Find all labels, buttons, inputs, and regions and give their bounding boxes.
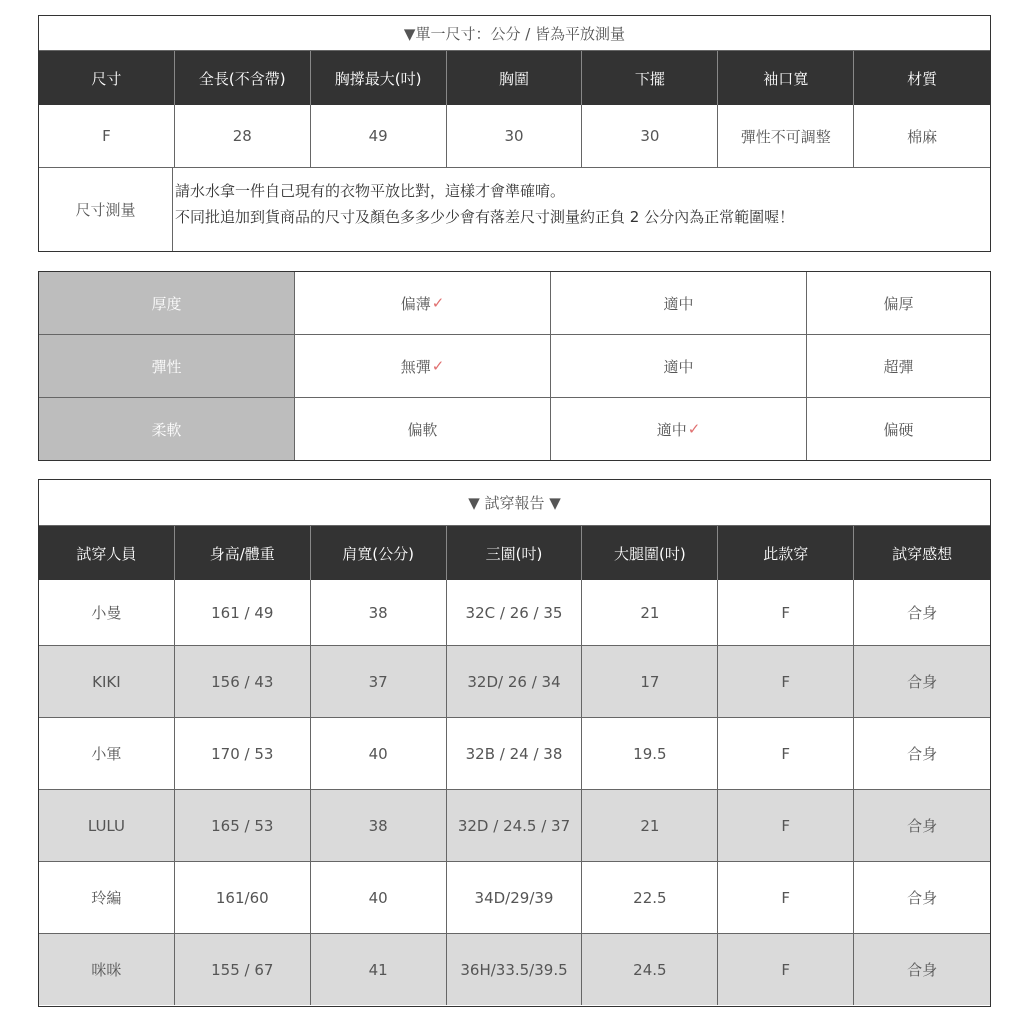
value-material: 棉麻 bbox=[907, 127, 938, 146]
header-fit-comment: 試穿感想 bbox=[892, 544, 953, 563]
header-length: 全長(不含帶) bbox=[175, 51, 311, 105]
value-length: 28 bbox=[175, 105, 311, 167]
feel-option-label: 超彈 bbox=[883, 357, 914, 376]
feel-label: 柔軟 bbox=[39, 398, 295, 460]
size-table-header-row bbox=[39, 50, 990, 105]
header-tester: 試穿人員 bbox=[39, 526, 175, 580]
value-hem: 30 bbox=[582, 105, 718, 167]
check-mark-icon: ✓ bbox=[687, 420, 701, 438]
header-height-weight: 身高/體重 bbox=[175, 526, 311, 580]
cell-thigh: 19.5 bbox=[582, 718, 718, 789]
cell-thigh: 24.5 bbox=[582, 934, 718, 1005]
try-table-header-row bbox=[39, 525, 990, 580]
table-row bbox=[39, 933, 990, 1005]
feel-label: 彈性 bbox=[39, 335, 295, 397]
cell-fit-comment: 合身 bbox=[907, 745, 938, 763]
cell-size-worn: F bbox=[718, 580, 854, 645]
value-cuff: 彈性不可調整 bbox=[718, 105, 854, 167]
header-bust-max: 胸撐最大(吋) bbox=[311, 51, 447, 105]
feel-option-label: 適中 bbox=[663, 294, 694, 313]
cell-tester: 小軍 bbox=[39, 718, 175, 789]
feel-option-label: 適中 bbox=[663, 357, 694, 376]
feel-option-label: 適中 bbox=[656, 420, 687, 439]
header-chest: 胸圍 bbox=[447, 51, 583, 105]
cell-size-worn: F bbox=[718, 790, 854, 861]
cell-height-weight: 156 / 43 bbox=[175, 646, 311, 717]
size-value-row bbox=[39, 105, 990, 167]
table-row bbox=[39, 717, 990, 789]
measure-row bbox=[39, 167, 990, 251]
try-table-title: ▼ 試穿報告 ▼ bbox=[468, 494, 561, 512]
feel-option-label: 偏厚 bbox=[883, 294, 914, 313]
header-hem: 下擺 bbox=[582, 51, 718, 105]
size-table-title: ▼單一尺寸：公分 / 皆為平放測量 bbox=[403, 24, 626, 43]
cell-fit-comment: 合身 bbox=[907, 673, 938, 691]
cell-height-weight: 161/60 bbox=[175, 862, 311, 933]
cell-height-weight: 161 / 49 bbox=[175, 580, 311, 645]
feel-row-elasticity bbox=[39, 334, 990, 397]
feel-option bbox=[551, 272, 807, 334]
size-table-title-row bbox=[39, 16, 990, 50]
feel-option bbox=[807, 272, 990, 334]
cell-height-weight: 165 / 53 bbox=[175, 790, 311, 861]
cell-thigh: 21 bbox=[582, 580, 718, 645]
feel-option-label: 偏軟 bbox=[407, 420, 438, 439]
measure-label: 尺寸測量 bbox=[39, 168, 173, 251]
cell-thigh: 22.5 bbox=[582, 862, 718, 933]
try-on-report-table bbox=[38, 479, 991, 1007]
feel-label: 厚度 bbox=[39, 272, 295, 334]
fabric-feel-table bbox=[38, 271, 991, 461]
size-table bbox=[38, 15, 991, 252]
cell-size-worn: F bbox=[718, 646, 854, 717]
feel-option-label: 偏硬 bbox=[883, 420, 914, 439]
measure-note-line: 不同批追加到貨商品的尺寸及顏色多多少少會有落差尺寸測量約正負 2 公分內為正常範圍喔！ bbox=[175, 208, 795, 226]
cell-shoulder: 40 bbox=[311, 718, 447, 789]
cell-height-weight: 170 / 53 bbox=[175, 718, 311, 789]
cell-fit-comment: 合身 bbox=[907, 604, 938, 622]
header-measurements: 三圍(吋) bbox=[447, 526, 583, 580]
measure-note-line: 請水水拿一件自己現有的衣物平放比對，這樣才會準確唷。 bbox=[175, 182, 566, 200]
feel-option-label: 偏薄 bbox=[400, 294, 431, 313]
feel-option bbox=[807, 398, 990, 460]
cell-height-weight: 155 / 67 bbox=[175, 934, 311, 1005]
cell-fit-comment: 合身 bbox=[907, 961, 938, 979]
table-row bbox=[39, 645, 990, 717]
feel-option bbox=[295, 398, 551, 460]
header-size: 尺寸 bbox=[39, 51, 175, 105]
header-thigh: 大腿圍(吋) bbox=[582, 526, 718, 580]
feel-row-softness bbox=[39, 397, 990, 460]
cell-thigh: 17 bbox=[582, 646, 718, 717]
cell-fit-comment: 合身 bbox=[907, 817, 938, 835]
cell-tester: LULU bbox=[39, 790, 175, 861]
cell-measurements: 36H/33.5/39.5 bbox=[447, 934, 583, 1005]
value-size: F bbox=[39, 105, 175, 167]
check-mark-icon: ✓ bbox=[431, 357, 445, 375]
cell-measurements: 32D/ 26 / 34 bbox=[447, 646, 583, 717]
cell-thigh: 21 bbox=[582, 790, 718, 861]
feel-option-label: 無彈 bbox=[400, 357, 431, 376]
feel-option bbox=[295, 272, 551, 334]
measure-note bbox=[173, 168, 990, 251]
cell-tester: KIKI bbox=[39, 646, 175, 717]
cell-tester: 玲編 bbox=[39, 862, 175, 933]
cell-shoulder: 41 bbox=[311, 934, 447, 1005]
cell-size-worn: F bbox=[718, 718, 854, 789]
cell-shoulder: 40 bbox=[311, 862, 447, 933]
header-size-worn: 此款穿 bbox=[718, 526, 854, 580]
feel-option bbox=[807, 335, 990, 397]
cell-measurements: 32D / 24.5 / 37 bbox=[447, 790, 583, 861]
table-row bbox=[39, 861, 990, 933]
value-chest: 30 bbox=[447, 105, 583, 167]
cell-tester: 咪咪 bbox=[39, 934, 175, 1005]
table-row bbox=[39, 789, 990, 861]
feel-option bbox=[551, 398, 807, 460]
header-material: 材質 bbox=[907, 69, 938, 88]
feel-row-thickness bbox=[39, 272, 990, 334]
cell-fit-comment: 合身 bbox=[907, 889, 938, 907]
cell-shoulder: 38 bbox=[311, 580, 447, 645]
header-shoulder: 肩寬(公分) bbox=[311, 526, 447, 580]
value-bust-max: 49 bbox=[311, 105, 447, 167]
feel-option bbox=[551, 335, 807, 397]
cell-shoulder: 38 bbox=[311, 790, 447, 861]
cell-measurements: 32B / 24 / 38 bbox=[447, 718, 583, 789]
cell-tester: 小曼 bbox=[39, 580, 175, 645]
table-row bbox=[39, 580, 990, 645]
cell-measurements: 32C / 26 / 35 bbox=[447, 580, 583, 645]
try-table-title-row bbox=[39, 480, 990, 525]
check-mark-icon: ✓ bbox=[431, 294, 445, 312]
cell-shoulder: 37 bbox=[311, 646, 447, 717]
cell-measurements: 34D/29/39 bbox=[447, 862, 583, 933]
cell-size-worn: F bbox=[718, 934, 854, 1005]
header-cuff: 袖口寬 bbox=[718, 51, 854, 105]
cell-size-worn: F bbox=[718, 862, 854, 933]
feel-option bbox=[295, 335, 551, 397]
